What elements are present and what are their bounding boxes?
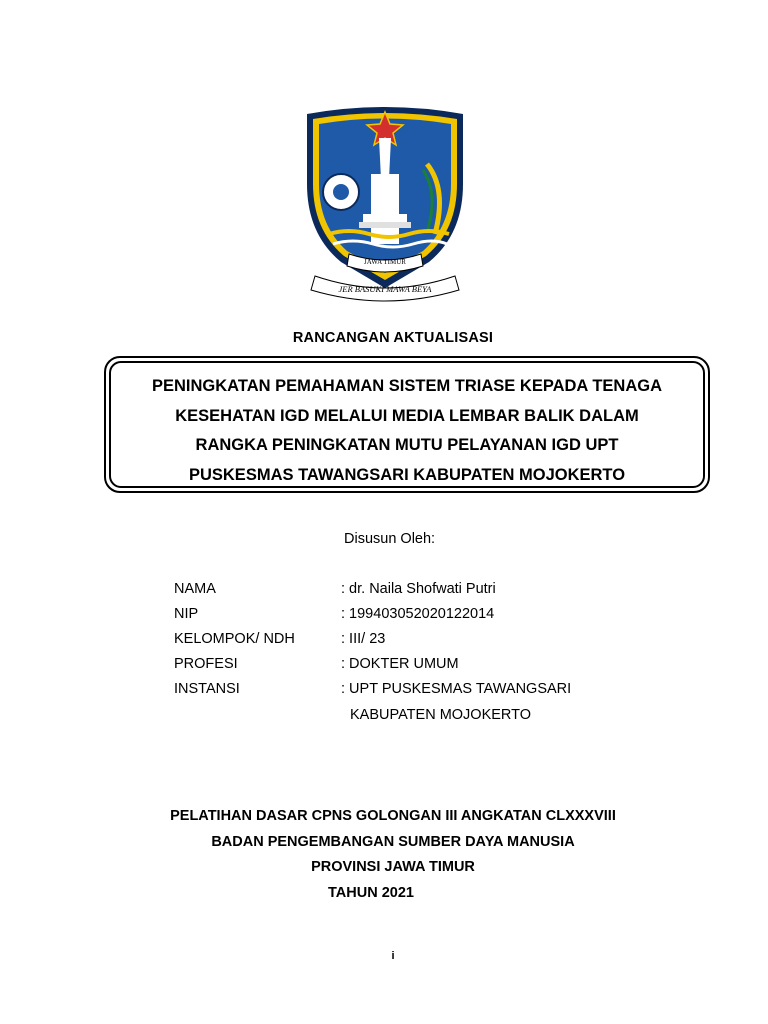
field-value: : 199403052020122014 bbox=[341, 606, 495, 622]
footer-line: BADAN PENGEMBANGAN SUMBER DAYA MANUSIA bbox=[211, 834, 575, 850]
field-label: NAMA bbox=[174, 581, 216, 597]
footer-line: PELATIHAN DASAR CPNS GOLONGAN III ANGKATAN CLXXXVIII bbox=[170, 808, 616, 824]
instansi-continuation: KABUPATEN MOJOKERTO bbox=[350, 707, 532, 723]
field-value: : dr. Naila Shofwati Putri bbox=[341, 581, 496, 597]
title-line: KESEHATAN IGD MELALUI MEDIA LEMBAR BALIK DALAM bbox=[175, 406, 639, 425]
field-value: : III/ 23 bbox=[341, 631, 386, 647]
title-frame bbox=[104, 356, 710, 493]
title-line: PUSKESMAS TAWANGSARI KABUPATEN MOJOKERTO bbox=[188, 465, 626, 484]
document-title bbox=[106, 372, 708, 490]
footer-line: TAHUN 2021 bbox=[328, 885, 414, 901]
logo-banner-bottom: JER BASUKI MAWA BEYA bbox=[338, 284, 432, 294]
field-label: NIP bbox=[174, 606, 199, 622]
logo-banner-top: JAWA TIMUR bbox=[364, 258, 406, 266]
field-label: PROFESI bbox=[174, 656, 238, 672]
field-value: : UPT PUSKESMAS TAWANGSARI bbox=[341, 681, 572, 697]
document-subtitle: RANCANGAN AKTUALISASI bbox=[292, 330, 494, 346]
footer-line: PROVINSI JAWA TIMUR bbox=[311, 859, 475, 875]
page-number: i bbox=[391, 950, 395, 962]
field-label: INSTANSI bbox=[174, 681, 240, 697]
jawa-timur-emblem-icon bbox=[299, 104, 471, 304]
field-label: KELOMPOK/ NDH bbox=[174, 631, 295, 647]
author-label: Disusun Oleh: bbox=[344, 531, 436, 547]
title-line: PENINGKATAN PEMAHAMAN SISTEM TRIASE KEPADA TENAGA bbox=[152, 377, 662, 395]
title-line: RANGKA PENINGKATAN MUTU PELAYANAN IGD UPT bbox=[195, 436, 619, 454]
field-value: : DOKTER UMUM bbox=[341, 656, 459, 672]
